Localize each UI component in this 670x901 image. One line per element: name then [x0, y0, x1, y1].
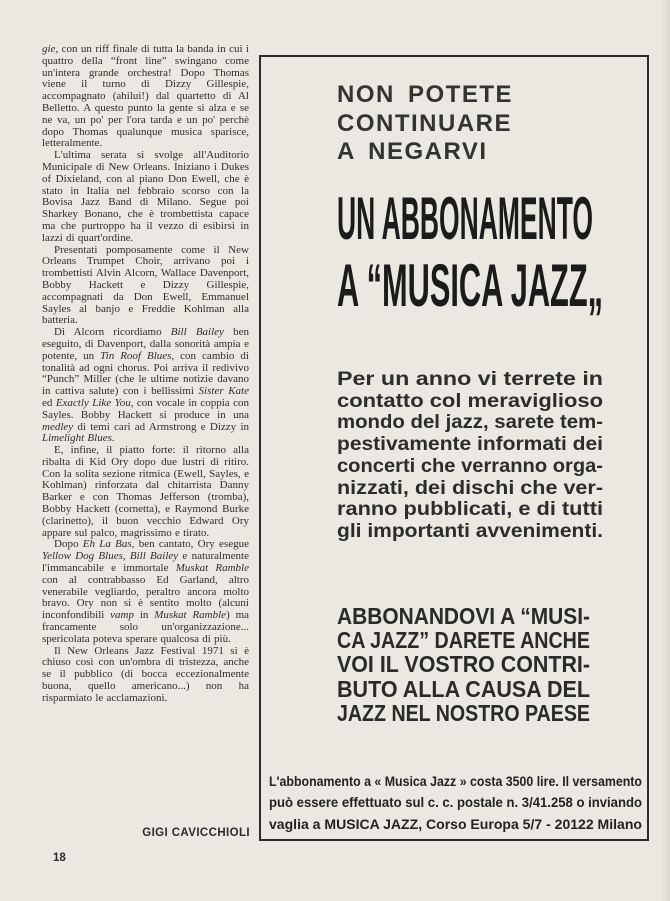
song-title: Eh La Bas — [82, 538, 132, 551]
article-text: con un riff finale di tutta la banda in cui i quattro della “front line” swingano come un'intera grande orchestra! Dopo Thomas viene il turno di Dizzy Gillespie, accompagnato (ahilui!) dal quartetto di Al Belletto. A questo punto la gente si alza e se ne va, un po' per l'ora tarda e un po' perchè dopo Thomas qualunque musica sparisce, letteralmente. — [42, 43, 249, 150]
ad-intro-line: pestivamente informati dei — [337, 434, 603, 456]
ad-cta-line: ABBONANDOVI A “MUSI- — [337, 603, 590, 629]
subscription-ad-box — [259, 55, 649, 841]
article-paragraph — [42, 44, 249, 150]
song-title: Sister Kate — [198, 385, 249, 398]
ad-intro-line: Per un anno vi terrete in — [337, 369, 603, 390]
ad-cta-text — [337, 604, 593, 725]
article-text: ed — [42, 396, 56, 409]
ad-kicker — [337, 81, 513, 167]
article-text: di temi cari ad Armstrong e Dizzy in — [73, 420, 249, 433]
ad-intro-line: mondo del jazz, sarete tem- — [337, 412, 603, 434]
song-title: Yellow Dog Blues, Bill Bailey — [42, 550, 179, 563]
article-text: , con cambio di tonalità ad ogni chorus. Poi arriva il redivivo “Punch” Miller (che le ultime notizie davano in cattiva salute) con i bellissimi — [42, 349, 249, 398]
ad-footer-line: vaglia a MUSICA JAZZ, Corso Europa 5/7 - 20122 Milano — [269, 815, 642, 832]
ad-cta-line: VOI IL VOSTRO CONTRI- — [337, 651, 590, 678]
ad-kicker-line: A NEGARVI — [337, 138, 488, 166]
article-text: Presentati pomposamente come il New Orleans Trumpet Choir, arrivano poi i trombettisti Alvin Alcorn, Wallace Davenport, Bobby Hackett e Dizzy Gillespie, accompagnati da Don Ewell, Emmanuel Sayles al banjo e Freddie Kohlman alla batteria. — [42, 243, 249, 327]
song-title: medley — [42, 420, 74, 433]
article-text: , ben cantato, Ory esegue — [131, 538, 249, 551]
ad-intro-line: contatto col meraviglioso — [337, 390, 603, 412]
article-text: Di Alcorn ricordiamo — [54, 326, 171, 339]
ad-cta-line: BUTO ALLA CAUSA DEL — [337, 675, 590, 702]
article-paragraph — [42, 245, 249, 328]
article-text: ) ma francamente solo un'organizzazione... spericolata poteva sperare qualcosa di più. — [42, 609, 250, 645]
ad-kicker-line: NON POTETE — [337, 81, 514, 108]
ad-intro-line: nizzati, dei dischi che ver- — [337, 477, 603, 499]
ad-intro-line: gli importanti avvenimenti. — [337, 520, 603, 542]
song-title: Bill Bailey — [170, 326, 224, 339]
article-column — [42, 44, 249, 705]
page-edge-shadow — [660, 0, 670, 901]
ad-kicker-line: CONTINUARE — [337, 109, 512, 137]
song-title: Limelight Blues — [42, 432, 112, 445]
article-paragraph — [42, 150, 249, 244]
article-text: Il New Orleans Jazz Festival 1971 si è chiuso così con un'ombra di tristezza, anche se il pubblico (di bocca eccezionalmente buona, quello americano...) non ha risparmiato le acclamazioni. — [42, 644, 249, 704]
ad-footer-text — [269, 771, 643, 835]
ad-headline-line: UN ABBONAMENTO — [337, 185, 593, 252]
article-text: L'ultima serata si svolge all'Auditorio Municipale di New Orleans. Iniziano i Dukes of Dixieland, con al piano Don Ewell, che è stato in Italia nel febbraio scorso con la Bovisa Jazz Band di Milano. Segue poi Sharkey Bonano, che è trombettista capace ma che purtroppo ha il vezzo di esibirsi in lazzi di quart'ordine. — [42, 149, 249, 244]
article-text: in — [134, 609, 155, 622]
article-paragraph — [42, 445, 249, 539]
song-title: vamp — [110, 609, 134, 622]
ad-intro-line: ranno pubblicati, e di tutti — [337, 499, 603, 521]
article-text: , con vocale in coppia con Sayles. Bobby Hackett si produce in una — [42, 396, 249, 421]
ad-footer-line: può essere effettuato sul c. c. postale n. 3/41.258 o inviando — [269, 794, 642, 811]
ad-cta-line: JAZZ NEL NOSTRO PAESE — [337, 699, 590, 726]
song-title: Exactly Like You — [55, 396, 131, 409]
song-title: gie, — [42, 43, 59, 55]
page-number: 18 — [53, 852, 66, 864]
ad-intro-line: concerti che verranno orga- — [337, 455, 603, 477]
article-text: E, infine, il piatto forte: il ritorno alla ribalta di Kid Ory dopo due lustri di ritiro. Con la solita sezione ritmica (Ewell, Sayles, e Kohlman) rinforzata dal chitarrista Danny Barker e con Thomas Jefferson (tromba), Bobby Hackett (cornetta), e Raymond Burke (clarinetto), il buon vecchio Edward Ory appare sul palco, magrissimo e tirato. — [42, 444, 249, 539]
ad-intro-text — [337, 369, 605, 543]
song-title: Tin Roof Blues — [100, 349, 172, 362]
ad-footer-line: L'abbonamento a « Musica Jazz » costa 3500 lire. Il versamento — [269, 773, 642, 789]
ad-headline-line: A “MUSICA JAZZ„ — [337, 252, 603, 319]
song-title: Muskat Ramble — [154, 609, 227, 622]
article-text: Dopo — [54, 538, 83, 551]
ad-headline — [337, 185, 670, 319]
song-title: Muskat Ramble — [175, 562, 249, 575]
article-paragraph — [42, 646, 249, 705]
article-text: ben eseguito, di Davenport, dalla sonorità ampia e potente, un — [42, 326, 250, 362]
article-paragraph — [42, 539, 249, 645]
article-paragraph — [42, 327, 249, 445]
article-byline: GIGI CAVICCHIOLI — [142, 827, 250, 839]
article-text: con al contrabbasso Ed Garland, altro venerabile vegliardo, peraltro ancora molto bravo. Ory non si è sentito molto (alcuni inconfondibili — [42, 573, 249, 622]
article-text: e naturalmente l'immancabile e immortale — [42, 550, 249, 575]
ad-cta-line: CA JAZZ” DARETE ANCHE — [337, 627, 590, 654]
article-text: . — [111, 432, 115, 445]
